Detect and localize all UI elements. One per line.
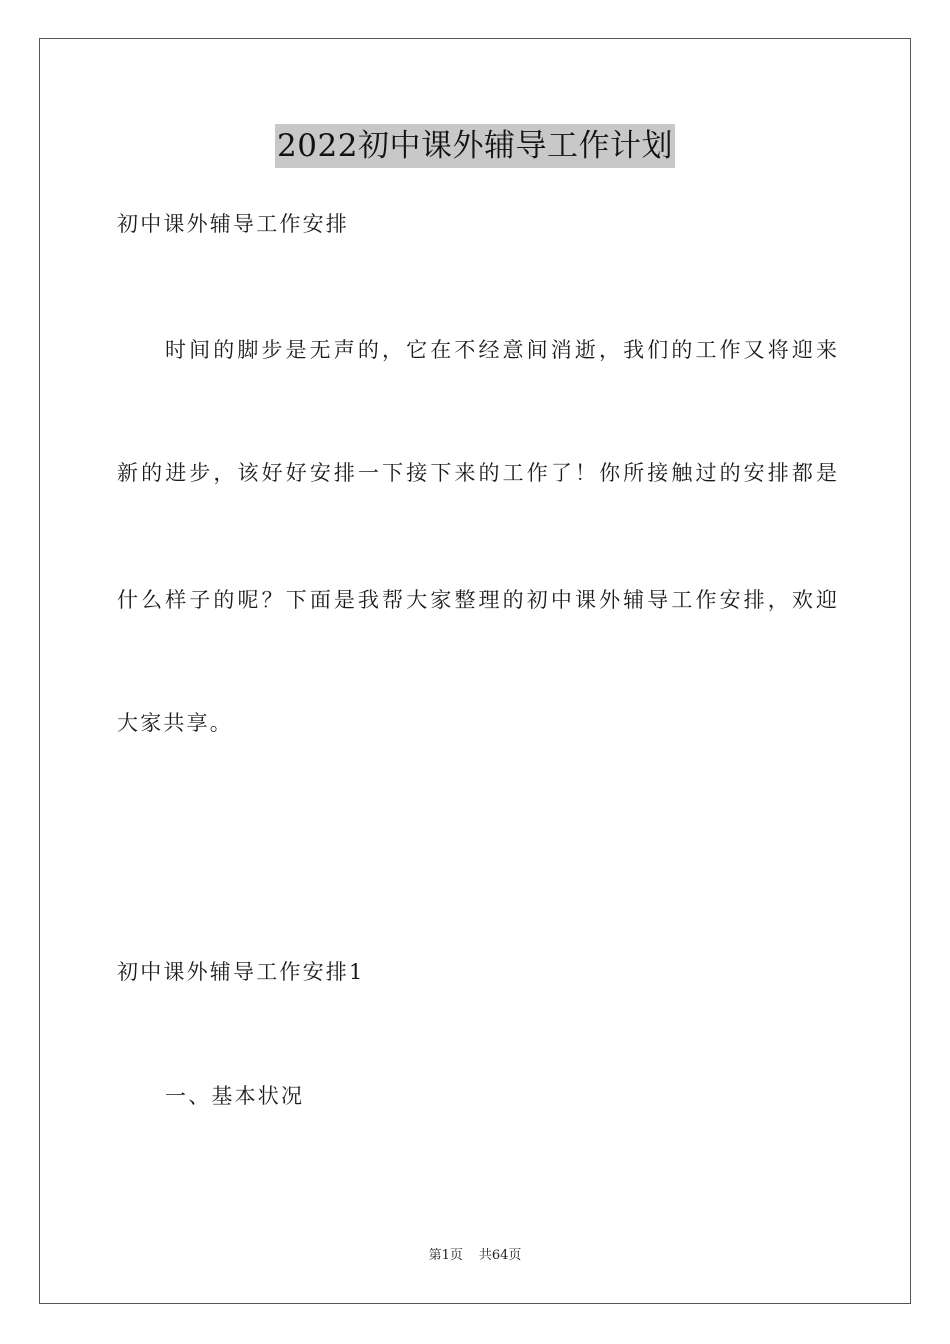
section-title: 初中课外辅导工作安排1 bbox=[117, 960, 365, 984]
page-number: 第1页 bbox=[428, 1248, 463, 1263]
page-footer bbox=[0, 1247, 950, 1265]
intro-line-1: 时间的脚步是无声的，它在不经意间消逝，我们的工作又将迎来 bbox=[165, 338, 837, 362]
document-subtitle: 初中课外辅导工作安排 bbox=[117, 212, 349, 236]
document-title: 2022初中课外辅导工作计划 bbox=[275, 124, 675, 168]
intro-line-3: 什么样子的呢？下面是我帮大家整理的初中课外辅导工作安排，欢迎 bbox=[117, 588, 837, 612]
section-heading: 一、基本状况 bbox=[165, 1084, 305, 1108]
intro-line-4: 大家共享。 bbox=[117, 711, 233, 735]
intro-line-2: 新的进步，该好好安排一下接下来的工作了！你所接触过的安排都是 bbox=[117, 461, 837, 485]
page-total: 共64页 bbox=[478, 1248, 522, 1263]
title-container bbox=[0, 124, 950, 168]
